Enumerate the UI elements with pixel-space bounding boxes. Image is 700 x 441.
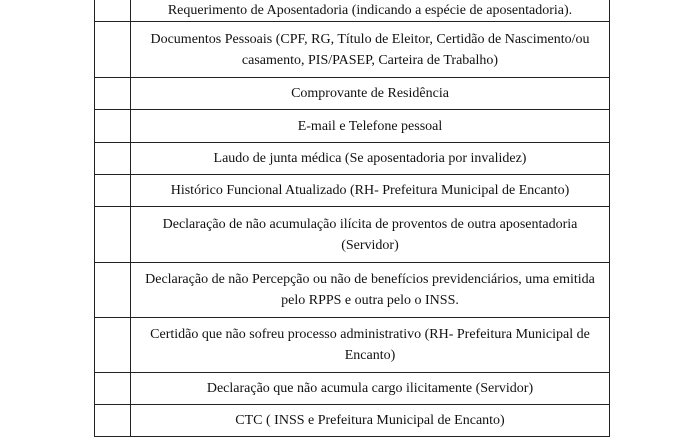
document-item: Declaração que não acumula cargo ilicitamente (Servidor): [131, 373, 610, 405]
check-cell[interactable]: [95, 110, 131, 143]
check-cell[interactable]: [95, 263, 131, 318]
document-item: Declaração de não Percepção ou não de benefícios previdenciários, uma emitida pelo RPPS e outra pelo o INSS.: [131, 263, 610, 318]
table-row: [95, 175, 610, 207]
document-item: Requerimento de Aposentadoria (indicando a espécie de aposentadoria).: [131, 0, 610, 22]
check-cell[interactable]: [95, 318, 131, 373]
document-item: Documentos Pessoais (CPF, RG, Título de Eleitor, Certidão de Nascimento/ou casamento, PIS/PASEP, Carteira de Trabalho): [131, 22, 610, 78]
check-cell[interactable]: [95, 22, 131, 78]
table-row: [95, 0, 610, 22]
check-cell[interactable]: [95, 0, 131, 22]
check-cell[interactable]: [95, 207, 131, 263]
check-cell[interactable]: [95, 405, 131, 437]
table-row: [95, 143, 610, 175]
table-row: [95, 78, 610, 110]
check-cell[interactable]: [95, 78, 131, 110]
check-cell[interactable]: [95, 373, 131, 405]
table-row: [95, 207, 610, 263]
document-checklist-table: [94, 0, 610, 437]
table-row: [95, 405, 610, 437]
check-cell[interactable]: [95, 175, 131, 207]
document-item: Certidão que não sofreu processo administrativo (RH- Prefeitura Municipal de Encanto): [131, 318, 610, 373]
table-row: [95, 373, 610, 405]
table-row: [95, 318, 610, 373]
document-item: Histórico Funcional Atualizado (RH- Prefeitura Municipal de Encanto): [131, 175, 610, 207]
check-cell[interactable]: [95, 143, 131, 175]
table-row: [95, 110, 610, 143]
document-item: E-mail e Telefone pessoal: [131, 110, 610, 143]
table-row: [95, 263, 610, 318]
table-row: [95, 22, 610, 78]
document-item: Laudo de junta médica (Se aposentadoria por invalidez): [131, 143, 610, 175]
document-item: Comprovante de Residência: [131, 78, 610, 110]
document-item: Declaração de não acumulação ilícita de proventos de outra aposentadoria (Servidor): [131, 207, 610, 263]
document-item: CTC ( INSS e Prefeitura Municipal de Encanto): [131, 405, 610, 437]
